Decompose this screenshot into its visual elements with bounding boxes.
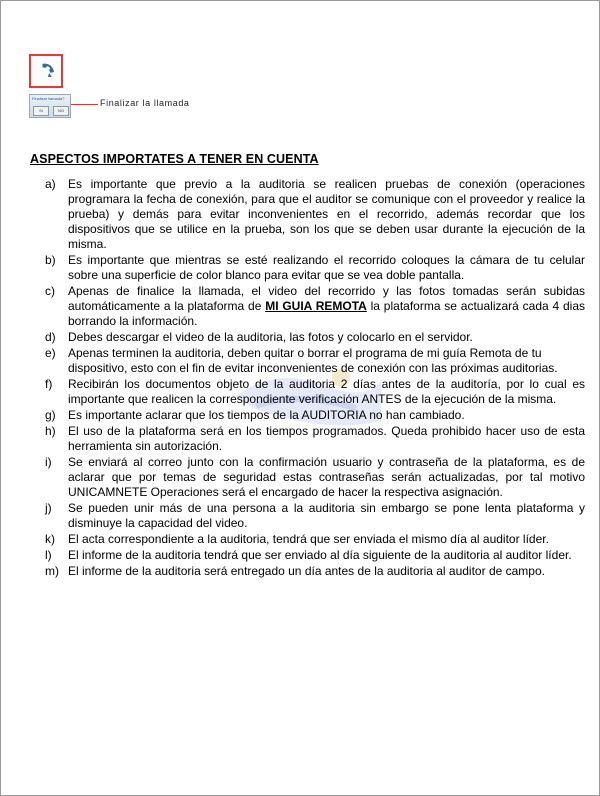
aspects-list [29, 177, 585, 580]
platform-name-emphasis: MI GUIA REMOTA [265, 299, 367, 313]
dialog-no-button: NO [53, 106, 69, 116]
list-marker: l) [45, 548, 52, 562]
list-item-text-before: Apenas de finalice la llamada, el video del recorrido y las fotos tomadas serán subidas automáticamente a la plataforma de [68, 284, 585, 313]
list-item [29, 501, 585, 531]
list-item [29, 284, 585, 329]
list-item [29, 455, 585, 500]
list-item-text: Se pueden unir más de una persona a la auditoria sin embargo se pone lenta plataforma y disminuye la capacidad del video. [68, 501, 585, 530]
list-item [29, 377, 585, 407]
list-marker: i) [45, 455, 52, 469]
list-item-text-after: la plataforma se actualizará cada 4 dias borrando la información. [68, 299, 585, 328]
list-marker: e) [45, 346, 56, 360]
section-heading: ASPECTOS IMPORTATES A TENER EN CUENTA [30, 152, 319, 166]
list-item [29, 253, 585, 283]
list-marker: g) [45, 408, 56, 422]
end-call-dialog-image [29, 94, 71, 118]
callout-line [71, 104, 98, 105]
list-marker: d) [45, 330, 56, 344]
list-marker: m) [45, 564, 59, 578]
phone-hangup-icon [35, 60, 57, 82]
callout-label: Finalizar la llamada [100, 98, 190, 108]
list-marker: a) [45, 177, 56, 191]
list-marker: c) [45, 284, 55, 298]
list-item-text: Se enviará al correo junto con la confirmación usuario y contraseña de la plataforma, es de aclarar que por temas de seguridad estas contraseñas serán actualizadas, por tal motivo UNICAMNETE Operaciones será el encargado de hacer la respectiva asignación. [68, 455, 585, 499]
dialog-yes-button: Sí [33, 106, 49, 116]
list-item [29, 548, 585, 563]
list-item-text: El informe de la auditoria será entregado un día antes de la auditoria al auditor de campo. [68, 564, 545, 578]
list-marker: k) [45, 532, 55, 546]
list-item-text: El uso de la plataforma será en los tiempos programados. Queda prohibido hacer uso de esta herramienta sin autorización. [68, 424, 585, 453]
list-item-text: El acta correspondiente a la auditoria, tendrá que ser enviada el mismo día al auditor líder. [68, 532, 549, 546]
list-item-text: Es importante que previo a la auditoria se realicen pruebas de conexión (operaciones programara la fecha de conexión, para que el auditor se comunique con el proveedor y realice la prueba) y demás para evitar inconvenientes en el recorrido, además recordar que los dispositivos que se utilice en la prueba, son los que se deben usar durante la ejecución de la misma. [68, 177, 585, 251]
list-marker: b) [45, 253, 56, 267]
list-item [29, 424, 585, 454]
list-marker: h) [45, 424, 56, 438]
list-item-text: Apenas terminen la auditoria, deben quitar o borrar el programa de mi guía Remota de tu dispositivo, esto con el fin de evitar inconvenientes de conexión con las próximas auditorias. [68, 346, 558, 375]
list-item [29, 408, 585, 423]
list-item-text: Es importante aclarar que los tiempos de la AUDITORIA no han cambiado. [68, 408, 465, 422]
list-item [29, 346, 585, 376]
list-item [29, 177, 585, 252]
list-marker: f) [45, 377, 53, 391]
list-marker: j) [45, 501, 52, 515]
list-item-text: Es importante que mientras se esté realizando el recorrido coloques la cámara de tu celular sobre una superficie de color blanco para evitar que se vea doble pantalla. [68, 253, 585, 282]
list-item [29, 532, 585, 547]
dialog-title: Finalizar llamada? [32, 96, 65, 101]
list-item-text: Recibirán los documentos objeto de la auditoria 2 días antes de la auditoría, por lo cual es importante que realicen la correspondiente verificación ANTES de la ejecución de la misma. [68, 377, 585, 406]
hang-up-button-image [29, 54, 63, 88]
list-item [29, 330, 585, 345]
list-item [29, 564, 585, 579]
list-item-text: Debes descargar el video de la auditoria, las fotos y colocarlo en el servidor. [68, 330, 473, 344]
list-item-text: El informe de la auditoria tendrá que ser enviado al día siguiente de la auditoria al auditor líder. [68, 548, 572, 562]
